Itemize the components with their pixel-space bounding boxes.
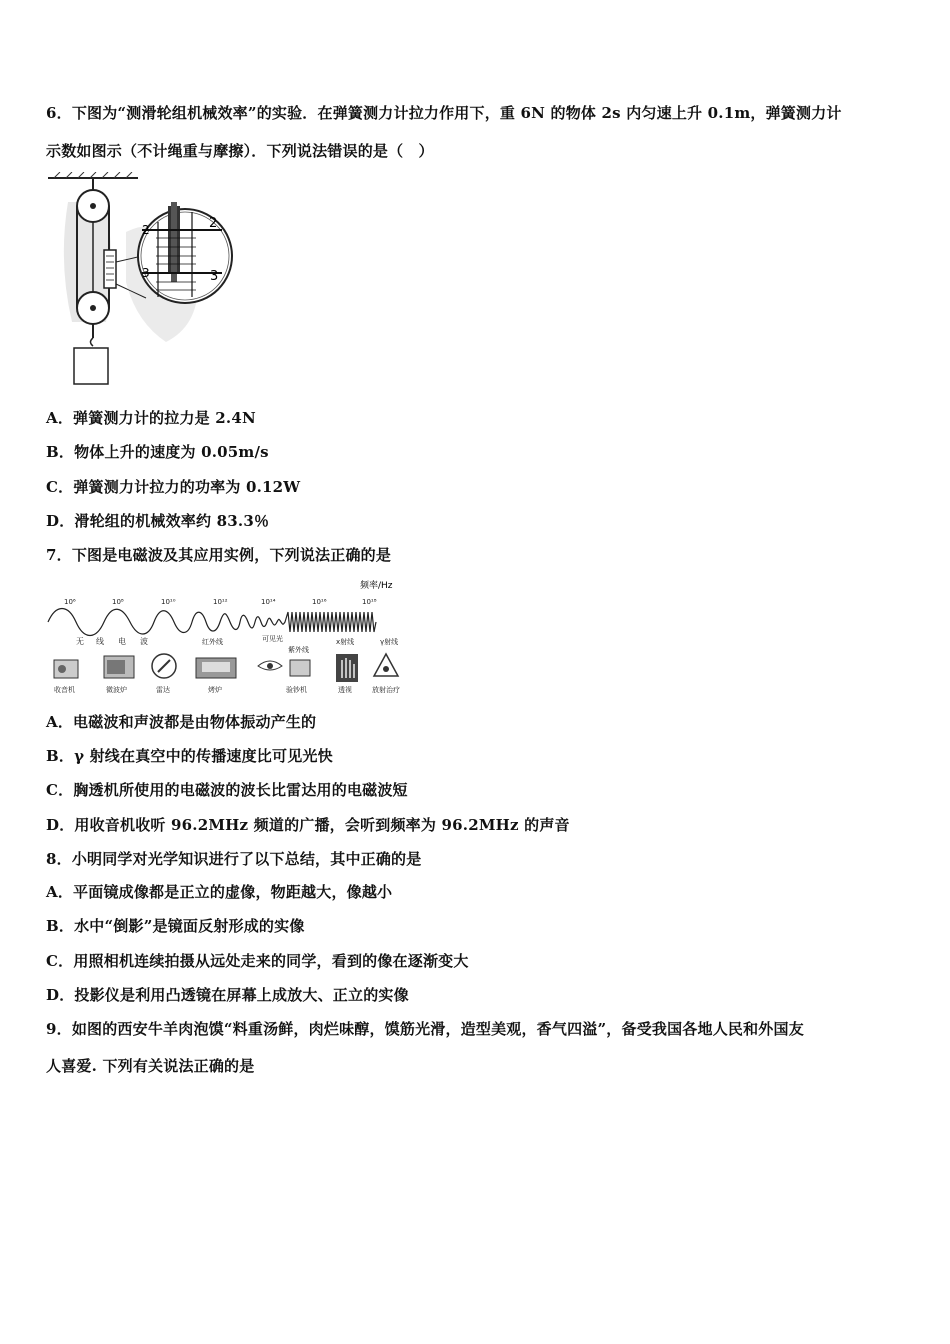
scale-label-2-right: 2 (209, 216, 218, 231)
band-label-ultraviolet: 紫外线 (288, 646, 309, 654)
q8-option-a: A．平面镜成像都是正立的虚像，物距越大，像越小 (46, 883, 393, 901)
band-label-gamma: γ射线 (380, 638, 399, 646)
q6-stem-line1: 6．下图为“测滑轮组机械效率”的实验．在弹簧测力计拉力作用下，重 6N 的物体 2s 内匀速上升 0.1m，弹簧测力计 (46, 104, 842, 122)
scale-label-2-left: 2 (142, 223, 150, 237)
q7-option-b: B．γ 射线在真空中的传播速度比可见光快 (46, 747, 333, 765)
em-spectrum-figure (46, 574, 412, 698)
q6-option-d: D．滑轮组的机械效率约 83.3％ (46, 512, 270, 530)
device-label-oven: 烤炉 (208, 686, 222, 694)
q9-stem-line2: 人喜爱. 下列有关说法正确的是 (46, 1057, 255, 1075)
band-label-xray: x射线 (336, 638, 355, 646)
em-wave (48, 609, 376, 636)
scale-label-3-right: 3 (210, 269, 219, 284)
device-label-radiotherapy: 放射治疗 (372, 686, 400, 694)
q9-stem-line1: 9．如图的西安牛羊肉泡馍“料重汤鲜，肉烂味醇，馍筋光滑，造型美观，香气四溢”，备受我国各地人民和外国友 (46, 1020, 804, 1038)
scale-label-3-left: 3 (142, 266, 150, 280)
money-detector-icon (290, 660, 310, 676)
q8-stem: 8．小明同学对光学知识进行了以下总结，其中正确的是 (46, 850, 422, 868)
q6-option-b: B．物体上升的速度为 0.05m/s (46, 443, 269, 461)
q6-option-c: C．弹簧测力计拉力的功率为 0.12W (46, 478, 301, 496)
q7-option-a: A．电磁波和声波都是由物体振动产生的 (46, 713, 317, 731)
q8-option-c: C．用照相机连续拍摄从远处走来的同学，看到的像在逐渐变大 (46, 952, 469, 970)
freq-label-1e14: 10¹⁴ (261, 598, 276, 606)
band-label-bo: 波 (140, 637, 148, 646)
q6-stem-line2: 示数如图示（不计绳重与摩擦）．下列说法错误的是（ ） (46, 142, 434, 160)
q7-option-c: C．胸透机所使用的电磁波的波长比雷达用的电磁波短 (46, 781, 408, 799)
band-label-visible: 可见光 (262, 635, 283, 643)
device-label-microwave: 微波炉 (106, 686, 127, 694)
radiation-icon (374, 654, 398, 676)
pulley-figure (46, 172, 238, 392)
q6-option-a: A．弹簧测力计的拉力是 2.4N (46, 409, 256, 427)
q8-option-b: B．水中“倒影”是镜面反射形成的实像 (46, 917, 305, 935)
device-label-xray: 透视 (338, 686, 352, 694)
band-label-wu: 无 (76, 637, 84, 646)
freq-label-1e10: 10¹⁰ (161, 598, 176, 606)
band-label-infrared: 红外线 (202, 638, 223, 646)
freq-label-1e12: 10¹² (213, 598, 228, 606)
band-label-dian: 电 (118, 637, 126, 646)
q7-option-d: D．用收音机收听 96.2MHz 频道的广播，会听到频率为 96.2MHz 的声音 (46, 816, 570, 834)
device-label-radio: 收音机 (54, 686, 75, 694)
q8-option-d: D．投影仪是利用凸透镜在屏幕上成放大、正立的实像 (46, 986, 409, 1004)
q7-stem: 7．下图是电磁波及其应用实例，下列说法正确的是 (46, 546, 392, 564)
freq-label-1e8: 10⁸ (112, 598, 124, 606)
device-label-radar: 雷达 (156, 686, 170, 694)
frequency-axis-label: 频率/Hz (360, 581, 393, 591)
freq-label-1e6: 10⁶ (64, 598, 76, 606)
freq-label-1e16: 10¹⁶ (312, 598, 327, 606)
device-label-money-detector: 验钞机 (286, 686, 307, 694)
freq-label-1e18: 10¹⁸ (362, 598, 377, 606)
band-label-xian: 线 (96, 637, 104, 646)
